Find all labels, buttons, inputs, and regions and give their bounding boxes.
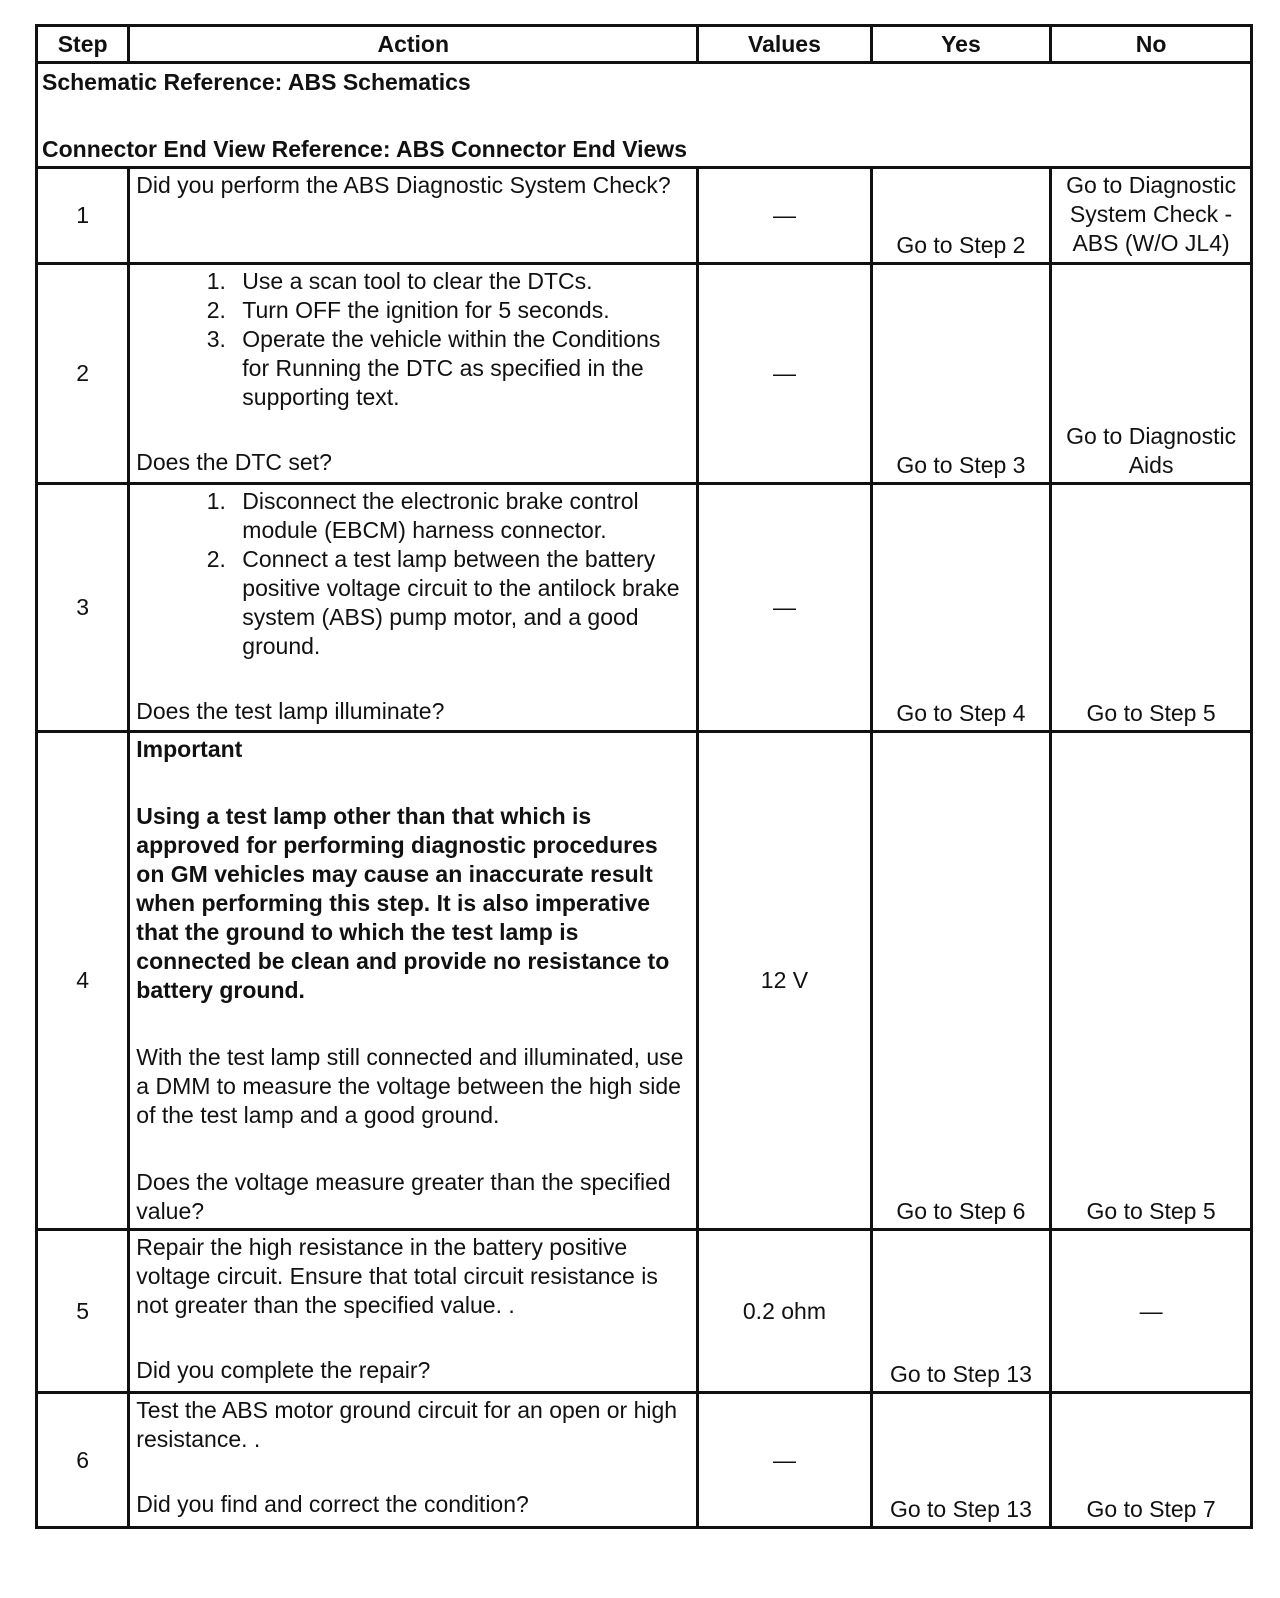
values-cell: 0.2 ohm	[698, 1230, 871, 1393]
diagnostic-table	[35, 24, 1253, 1529]
header-action: Action	[129, 26, 698, 63]
yes-cell: Go to Step 3	[871, 264, 1051, 484]
list-item: 1. Use a scan tool to clear the DTCs.	[232, 267, 690, 296]
list-item: 1. Disconnect the electronic brake control module (EBCM) harness connector.	[232, 487, 690, 545]
no-cell: Go to Diagnostic System Check - ABS (W/O JL4)	[1051, 168, 1252, 264]
values-cell: —	[698, 1393, 871, 1528]
schematic-reference: Schematic Reference: ABS Schematics	[42, 69, 471, 95]
reference-cell	[37, 63, 1252, 168]
header-yes: Yes	[871, 26, 1051, 63]
step-number: 2	[37, 264, 129, 484]
connector-reference: Connector End View Reference: ABS Connector End Views	[42, 136, 687, 162]
no-cell: Go to Diagnostic Aids	[1051, 264, 1252, 484]
header-values: Values	[698, 26, 871, 63]
header-step: Step	[37, 26, 129, 63]
action-instruction: Repair the high resistance in the battery positive voltage circuit. Ensure that total circuit resistance is not greater than the specified value. .	[136, 1234, 658, 1318]
action-question: Did you find and correct the condition?	[136, 1491, 529, 1517]
no-cell: Go to Step 7	[1051, 1393, 1252, 1528]
header-no: No	[1051, 26, 1252, 63]
action-text: Did you perform the ABS Diagnostic System Check?	[129, 168, 698, 264]
action-instruction: Test the ABS motor ground circuit for an open or high resistance. .	[136, 1397, 678, 1452]
step-number: 1	[37, 168, 129, 264]
step-number: 4	[37, 732, 129, 1230]
table-row	[37, 264, 1252, 484]
action-list	[136, 487, 690, 661]
action-question: Does the test lamp illuminate?	[136, 698, 445, 724]
action-cell	[129, 484, 698, 732]
action-question: Does the voltage measure greater than the specified value?	[136, 1169, 671, 1224]
yes-cell: Go to Step 6	[871, 732, 1051, 1230]
step-number: 5	[37, 1230, 129, 1393]
list-item: 3. Operate the vehicle within the Conditions for Running the DTC as specified in the supporting text.	[232, 325, 690, 412]
values-cell: 12 V	[698, 732, 871, 1230]
action-cell	[129, 1230, 698, 1393]
no-cell: Go to Step 5	[1051, 732, 1252, 1230]
important-text: Using a test lamp other than that which is approved for performing diagnostic procedures on GM vehicles may cause an inaccurate result when performing this step. It is also imperative that the ground to which the test lamp is connected be clean and provide no resistance to battery ground.	[136, 803, 670, 1003]
list-item: 2. Connect a test lamp between the battery positive voltage circuit to the antilock brake system (ABS) pump motor, and a good ground.	[232, 545, 690, 661]
action-cell	[129, 264, 698, 484]
reference-row	[37, 63, 1252, 168]
action-list	[136, 267, 690, 412]
action-question: Does the DTC set?	[136, 449, 332, 475]
values-cell: —	[698, 264, 871, 484]
no-cell: —	[1051, 1230, 1252, 1393]
table-row	[37, 1230, 1252, 1393]
yes-cell: Go to Step 13	[871, 1393, 1051, 1528]
yes-cell: Go to Step 4	[871, 484, 1051, 732]
important-title: Important	[136, 736, 243, 762]
list-item: 2. Turn OFF the ignition for 5 seconds.	[232, 296, 690, 325]
table-row	[37, 1393, 1252, 1528]
action-instruction: With the test lamp still connected and illuminated, use a DMM to measure the voltage between the high side of the test lamp and a good ground.	[136, 1044, 684, 1128]
step-number: 3	[37, 484, 129, 732]
values-cell: —	[698, 168, 871, 264]
yes-cell: Go to Step 13	[871, 1230, 1051, 1393]
table-row	[37, 484, 1252, 732]
no-cell: Go to Step 5	[1051, 484, 1252, 732]
values-cell: —	[698, 484, 871, 732]
table-row	[37, 732, 1252, 1230]
step-number: 6	[37, 1393, 129, 1528]
table-row	[37, 168, 1252, 264]
action-question: Did you complete the repair?	[136, 1357, 431, 1383]
header-row	[37, 26, 1252, 63]
yes-cell: Go to Step 2	[871, 168, 1051, 264]
action-cell	[129, 1393, 698, 1528]
action-cell	[129, 732, 698, 1230]
